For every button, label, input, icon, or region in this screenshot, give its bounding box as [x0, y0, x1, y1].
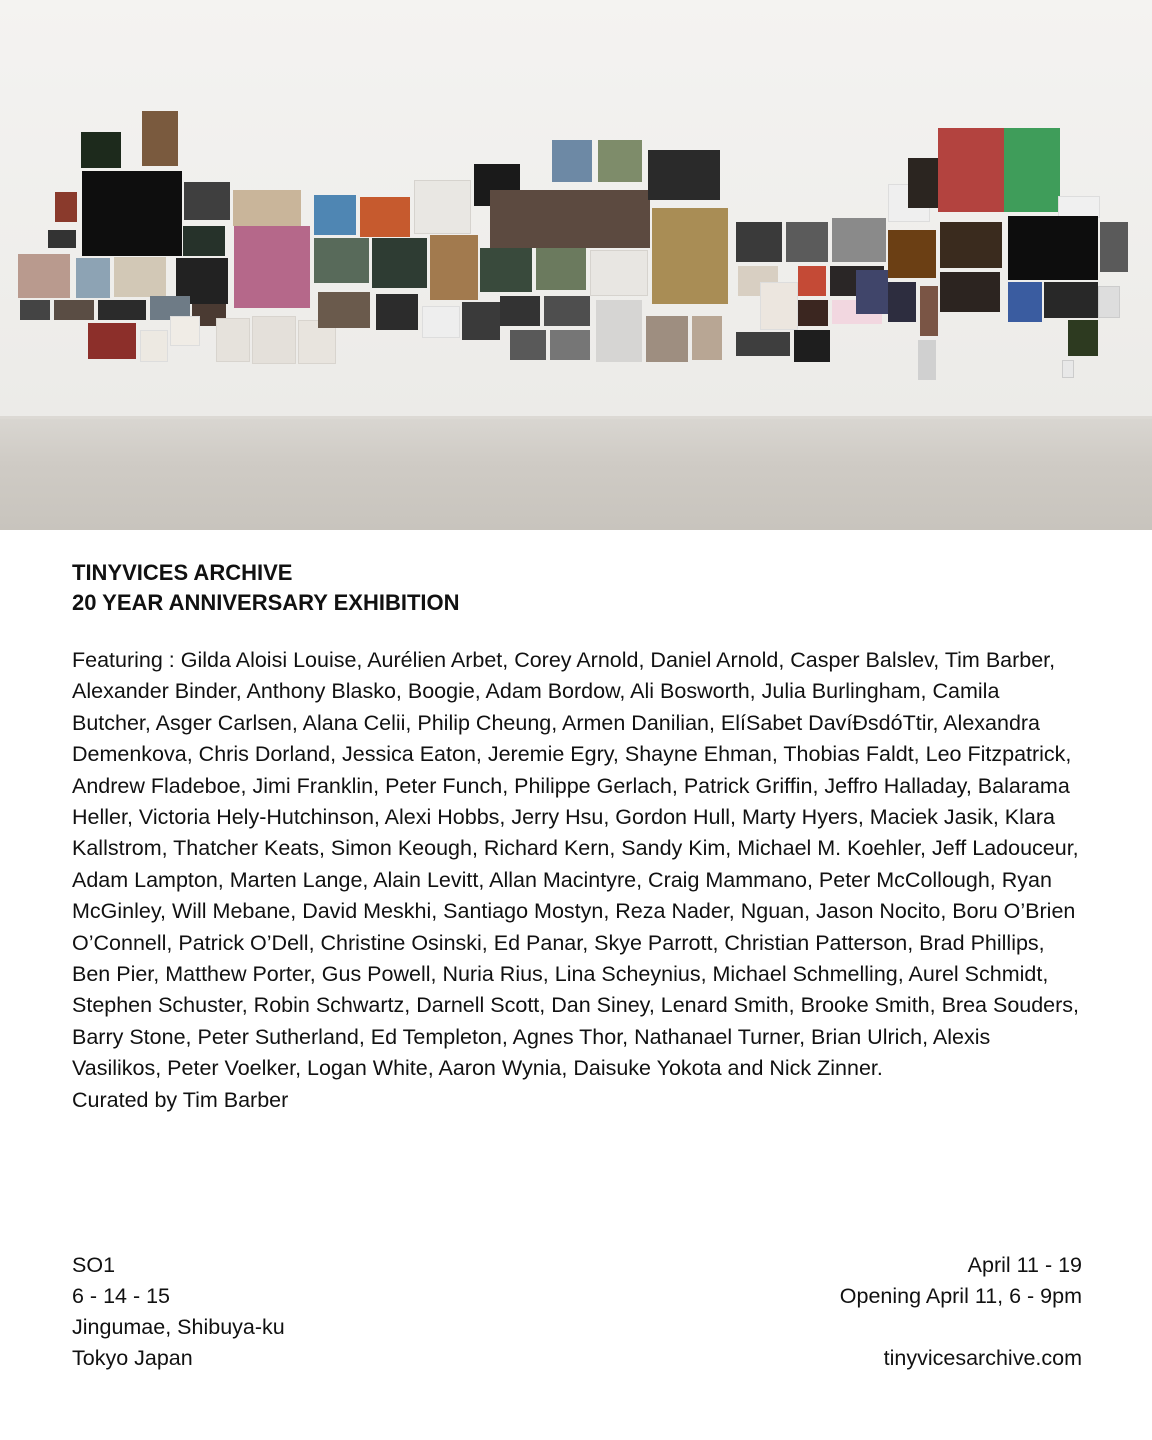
photo-print	[430, 235, 478, 300]
photo-print	[414, 180, 471, 234]
photo-print	[233, 190, 301, 226]
photo-print	[98, 300, 146, 320]
featured-artists: Featuring : Gilda Aloisi Louise, Aurélien Arbet, Corey Arnold, Daniel Arnold, Casper Balslev, Tim Barber, Alexander Binder, Anthony Blasko, Boogie, Adam Bordow, Ali Bosworth, Julia Burlingham, Camila Butcher, Asger Carlsen, Alana Celii, Philip Cheung, Armen Danilian, ElíSabet DavíÐsdóTtir, Alexandra Demenkova, Chris Dorland, Jessica Eaton, Jeremie Egry, Shayne Ehman, Thobias Faldt, Leo Fitzpatrick, Andrew Fladeboe, Jimi Franklin, Peter Funch, Philippe Gerlach, Patrick Griffin, Jeffro Halladay, Balarama Heller, Victoria Hely-Hutchinson, Alexi Hobbs, Jerry Hsu, Gordon Hull, Marty Hyers, Maciek Jasik, Klara Kallstrom, Thatcher Keats, Simon Keough, Richard Kern, Sandy Kim, Michael M. Koehler, Jeff Ladouceur, Adam Lampton, Marten Lange, Alain Levitt, Allan Macintyre, Craig Mammano, Peter McCollough, Ryan McGinley, Will Mebane, David Meskhi, Santiago Mostyn, Reza Nader, Nguan, Jason Nocito, Boru O’Brien O’Connell, Patrick O’Dell, Christine Osinski, Ed Panar, Skye Parrott, Christian Patterson, Brad Phillips, Ben Pier, Matthew Porter, Gus Powell, Nuria Rius, Lina Scheynius, Michael Schmelling, Aurel Schmidt, Stephen Schuster, Robin Schwartz, Darnell Scott, Dan Siney, Lenard Smith, Brooke Smith, Brea Souders, Barry Stone, Peter Sutherland, Ed Templeton, Agnes Thor, Nathanael Turner, Brian Ulrich, Alexis Vasilikos, Peter Voelker, Logan White, Aaron Wynia, Daisuke Yokota and Nick Zinner.	[72, 648, 1080, 1081]
photo-print	[786, 222, 828, 262]
photo-print	[888, 230, 936, 278]
opening-time: Opening April 11, 6 - 9pm	[839, 1284, 1082, 1308]
photo-print	[646, 316, 688, 362]
title-line-2: 20 YEAR ANNIVERSARY EXHIBITION	[72, 590, 460, 615]
gallery-floor	[0, 418, 1152, 530]
photo-print	[216, 318, 250, 362]
venue-address	[72, 1250, 285, 1374]
photo-print	[314, 195, 356, 235]
photo-print	[544, 296, 590, 326]
photo-print	[798, 300, 828, 326]
photo-print	[183, 226, 225, 256]
photo-print	[550, 330, 590, 360]
photo-print	[54, 300, 94, 320]
photo-print	[318, 292, 370, 328]
photo-print	[794, 330, 830, 362]
photo-print	[140, 330, 168, 362]
website-link[interactable]: tinyvicesarchive.com	[883, 1346, 1082, 1370]
spacer	[840, 1312, 1082, 1343]
photo-print	[142, 111, 178, 166]
photo-print	[856, 270, 888, 314]
photo-print	[422, 306, 460, 338]
photo-print	[372, 238, 427, 288]
photo-print	[692, 316, 722, 360]
photo-print	[832, 218, 886, 262]
photo-print	[596, 300, 642, 362]
photo-print	[1008, 282, 1042, 322]
photo-print	[184, 182, 230, 220]
photo-print	[114, 257, 166, 297]
photo-print	[736, 332, 790, 356]
photo-print	[590, 250, 648, 296]
photo-print	[652, 208, 728, 304]
photo-print	[536, 248, 586, 290]
photo-print	[1062, 360, 1074, 378]
photo-print	[760, 282, 798, 330]
photo-print	[1058, 196, 1100, 218]
address-line-3: Tokyo Japan	[72, 1346, 193, 1370]
exhibition-info	[72, 558, 1082, 1116]
photo-print	[908, 158, 938, 208]
gallery-installation-photo	[0, 0, 1152, 530]
photo-print	[1068, 320, 1098, 356]
photo-print	[252, 316, 296, 364]
title-line-1: TINYVICES ARCHIVE	[72, 560, 293, 585]
photo-print	[510, 330, 546, 360]
photo-print	[940, 272, 1000, 312]
photo-print	[1100, 222, 1128, 272]
photo-print	[480, 248, 532, 292]
photo-print	[48, 230, 76, 248]
photo-print	[938, 128, 1004, 212]
photo-print	[500, 296, 540, 326]
curator-credit: Curated by Tim Barber	[72, 1087, 289, 1112]
photo-print	[234, 226, 310, 308]
exhibition-schedule	[840, 1250, 1082, 1374]
wall-floor-edge	[0, 416, 1152, 419]
exhibition-dates: April 11 - 19	[967, 1253, 1082, 1277]
photo-print	[55, 192, 77, 222]
photo-print	[940, 222, 1002, 268]
photo-print	[598, 140, 642, 182]
photo-print	[888, 282, 916, 322]
photo-print	[81, 132, 121, 168]
photo-print	[462, 302, 500, 340]
photo-print	[360, 197, 410, 237]
venue-name: SO1	[72, 1253, 116, 1277]
photo-print	[18, 254, 70, 298]
photo-print	[648, 150, 720, 200]
photo-print	[88, 323, 136, 359]
photo-print	[1098, 286, 1120, 318]
address-line-1: 6 - 14 - 15	[72, 1284, 170, 1308]
photo-print	[920, 286, 938, 336]
exhibition-title	[72, 558, 1082, 618]
photo-print	[798, 266, 826, 296]
photo-print	[552, 140, 592, 182]
photo-print	[170, 316, 200, 346]
photo-print	[82, 171, 182, 256]
photo-print	[76, 258, 110, 298]
photo-print	[490, 190, 650, 248]
address-line-2: Jingumae, Shibuya-ku	[72, 1315, 285, 1339]
photo-print	[1008, 216, 1098, 280]
photo-print	[736, 222, 782, 262]
photo-print	[314, 238, 369, 283]
photo-print	[918, 340, 936, 380]
photo-print	[20, 300, 50, 320]
photo-print	[1044, 282, 1098, 318]
photo-print	[376, 294, 418, 330]
photo-print	[1004, 128, 1060, 212]
